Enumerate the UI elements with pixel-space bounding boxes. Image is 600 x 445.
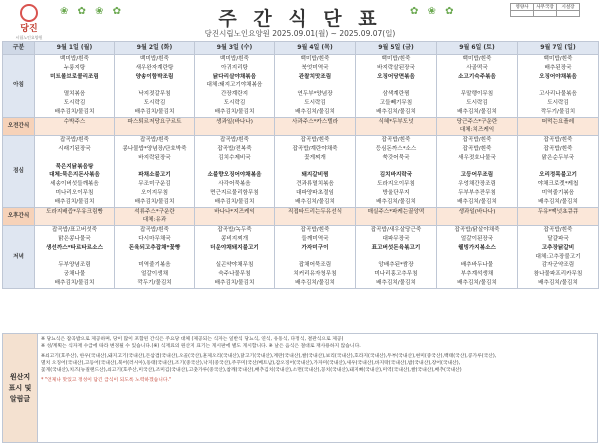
menu-item: 잡곡밥/흰죽 (381, 137, 411, 144)
menu-item (437, 163, 517, 172)
plant-decoration-right-icon: ✿ ❀ ✿ (410, 6, 457, 17)
menu-item: 대파양파초절임 (296, 189, 334, 196)
menu-item (437, 216, 517, 225)
menu-item: 백미밥/흰죽 (381, 56, 411, 62)
menu-item: 대체:묵은지돈사볶음 (49, 172, 100, 179)
menu-item (35, 126, 114, 135)
notes-side-label (3, 334, 38, 442)
menu-item: 고들빼기무침 (379, 99, 413, 106)
menu-item: 묵은지닭볶음탕 (55, 163, 94, 170)
menu-item: 백미밥/흰죽 (60, 56, 89, 62)
menu-item: 도시락김 (63, 99, 86, 106)
day-header: 9월 4일 (목) (275, 42, 356, 55)
menu-cell (195, 207, 275, 226)
sign-label: 시설장 (557, 4, 580, 11)
menu-item: 소불향오징어야채볶음 (207, 172, 262, 179)
menu-item: 숙주나물무침 (218, 271, 251, 278)
menu-item (518, 126, 598, 135)
menu-item: 콩비지찌개 (220, 235, 249, 242)
menu-item (518, 216, 598, 225)
menu-item: 배추김치/물김치 (134, 198, 175, 205)
menu-item: 미트볼브로콜리조림 (50, 73, 99, 80)
menu-item: 대체:유과 (142, 217, 167, 224)
meal-category: 아침 (3, 55, 35, 118)
menu-item: 잡곡밥/녹두죽 (217, 227, 252, 234)
menu-item: 배추김치/물김치 (214, 279, 255, 286)
meal-category: 오후간식 (3, 207, 35, 226)
menu-item: 배추김치/물김치 (457, 198, 497, 205)
menu-cell (437, 136, 518, 207)
menu-item: 배추김치/물김치 (538, 279, 578, 286)
menu-item (35, 154, 114, 163)
menu-item: 도시락김 (223, 99, 246, 106)
logo-subtext: 시립노인요양원 (15, 35, 43, 40)
menu-item: 미역줄기볶음 (541, 189, 575, 196)
menu-item: 삼색계란찜 (382, 91, 410, 98)
menu-item: 백미밥/흰죽 (140, 56, 169, 62)
menu-item (275, 81, 355, 90)
plant-decoration-left-icon: ❀ ✿ ❀ ✿ (60, 6, 125, 17)
menu-item: 면근지르물리함무침 (210, 189, 259, 196)
menu-cell (115, 136, 195, 207)
menu-item: 콩나물밥*양념장/단호박죽 (122, 145, 187, 152)
menu-item: 북엇미역국 (301, 64, 329, 71)
menu-item (356, 163, 436, 172)
menu-item: 배추김치/물김치 (376, 108, 416, 115)
menu-item (518, 163, 598, 172)
menu-item: 무조미구운김 (138, 181, 171, 188)
menu-item: 새우완자계란탕 (135, 64, 174, 71)
sign-slot (557, 11, 580, 17)
menu-item: 두유*맥넛쵸큐큐 (537, 208, 579, 215)
menu-cell (195, 136, 275, 207)
menu-item: 배추김치/물김치 (457, 279, 497, 286)
menu-item (275, 163, 355, 172)
menu-item: 고사리나물볶음 (539, 91, 577, 98)
menu-cell (35, 136, 115, 207)
menu-cell (437, 226, 518, 289)
header (0, 0, 600, 42)
menu-item: 파스퇴르저당요구르트 (127, 118, 182, 125)
sign-slot (511, 11, 534, 17)
menu-item: 잡곡밥/흰죽 (543, 137, 573, 144)
menu-cell (35, 117, 115, 136)
day-header: 9월 7일 (일) (518, 42, 599, 55)
menu-item (195, 253, 274, 262)
menu-item: 돈육되고추잡채*꽃빵 (128, 244, 181, 251)
menu-item: 잡곡밥/흰죽 (462, 145, 492, 152)
menu-item: 가자미구이 (301, 244, 329, 251)
menu-item: 잡곡밥/흰죽 (543, 145, 573, 152)
menu-cell (195, 55, 275, 118)
menu-item: 얼갈이된장국 (460, 235, 494, 242)
menu-item: 잡곡밥/흰죽 (140, 137, 169, 144)
menu-item: 앙배추된*쌈장 (378, 262, 414, 269)
menu-item: 당근주스*구운란 (456, 118, 498, 125)
note-line: 멸치 오징어(국내산),고등어(국내산),북어(러시아),동태(국내산),조기(중국산),낙지(중국산),주꾸미(국산/베트남),갑오징어(국내산),가자미(국내산),새우(국내산),바지락(국내산),밤(국내산),장어(국내산), (41, 361, 461, 366)
note-line: ※쇠고기(호주산), 한우(국내산),돼지고기(국내산),돈삼겹(국내산),오골(국산),훈제오리(국내산),닭고기(국내산),계란(국내산),쌀(국내산),보리(국내산),호라지(국내산),두부(국내산),현미(중국산),백태(국산),콩가루(국산), (41, 354, 497, 359)
menu-item: 직접타드리는두유선식 (287, 208, 343, 215)
menu-item: 치커리유자청무침 (293, 271, 337, 278)
menu-item: 두부부추잔무침 (458, 189, 496, 196)
menu-item: 잡곡밥/흰죽 (220, 137, 249, 144)
menu-item: 오징어당면볶음 (377, 73, 415, 80)
menu-item: 양송이함박조림 (135, 73, 174, 80)
menu-item: 배추바두나물 (460, 262, 494, 269)
menu-item: 연두부*양념장 (297, 91, 333, 98)
menu-item (356, 126, 436, 135)
menu-item: 두부양념조림 (58, 262, 91, 269)
menu-cell (35, 226, 115, 289)
menu-item: 배추된장국 (544, 64, 572, 71)
menu-item: 생선까스*타르타르소스 (46, 244, 103, 251)
menu-cell (195, 226, 275, 289)
menu-item (437, 253, 517, 262)
menu-item: 대파무장국 (382, 235, 410, 242)
day-header: 9월 1일 (월) (35, 42, 115, 55)
menu-cell (356, 55, 437, 118)
logo-text: 당진 (20, 24, 38, 34)
menu-item: 잡채어묵조림 (298, 262, 332, 269)
menu-item: 백미밥/흰죽 (462, 56, 492, 62)
menu-item (518, 81, 598, 90)
menu-item: 배추김치/물김치 (54, 279, 95, 286)
sign-label: 사무국장 (534, 4, 557, 11)
menu-item: 바지락된장국 (138, 154, 171, 161)
menu-item: 달걀파국 (547, 235, 569, 242)
menu-item: 더운야채돼지불고기 (210, 244, 259, 251)
note-line: ※ 당뇨식은 잡곡밥으로 제공하며, 당이 많이 포함된 간식은 주요당 대체 (제공되는 식자는 일반식 당뇨식, 연식, 유동식, 다정식, 결관식으로 제공) (41, 337, 344, 342)
menu-cell (35, 55, 115, 118)
menu-item: 배추김치/물김치 (457, 108, 497, 115)
menu-item (275, 126, 355, 135)
menu-item: 실곤약야채무침 (215, 262, 254, 269)
menu-item: 사각어묵볶음 (218, 181, 251, 188)
menu-item: 간장계란지 (220, 91, 249, 98)
menu-item (275, 253, 355, 262)
menu-item: 파채소불고기 (138, 172, 171, 179)
menu-item (356, 81, 436, 90)
menu-item: 웰빙가지볶소스 (458, 244, 496, 251)
menu-item: 누룽지탕 (63, 64, 86, 71)
menu-item (437, 81, 517, 90)
menu-cell (35, 207, 115, 226)
menu-cell (115, 55, 195, 118)
menu-item: 배추김치/물김치 (295, 108, 335, 115)
menu-item: 꽃게찌개 (304, 154, 326, 161)
menu-cell (275, 136, 356, 207)
menu-cell (356, 207, 437, 226)
menu-item: 배추김치/물김치 (376, 198, 416, 205)
menu-item: 소고기숙주볶음 (458, 73, 496, 80)
meal-row-morning-snack (3, 117, 599, 136)
menu-item (115, 163, 194, 172)
menu-cell (115, 117, 195, 136)
menu-item: 사골떡국 (466, 64, 488, 71)
menu-cell (356, 117, 437, 136)
menu-cell (437, 55, 518, 118)
meal-row-breakfast (3, 55, 599, 118)
note-line: ※ 성/계획는 식자재 수급에 따라 변경될 수 있습니다.(※) 식재료의 원산지 표기는 게시판에 별도 게시합니다. ※ 날은 음식은 절대로 재사용하지 않습니다. (41, 344, 361, 349)
day-header: 9월 6일 (토) (437, 42, 518, 55)
menu-cell (275, 55, 356, 118)
menu-item (35, 81, 114, 90)
menu-item: 배추김치/물김치 (54, 108, 95, 115)
page-title: 주 간 식 단 표 (218, 8, 382, 30)
menu-item: 미나리오이무침 (55, 189, 94, 196)
menu-item: 도시락김 (466, 99, 488, 106)
menu-item: 잡곡밥/흰죽 (60, 137, 89, 144)
menu-item (115, 81, 194, 90)
day-header: 9월 3일 (수) (195, 42, 275, 55)
menu-item: 잡곡밥/흰죽 (140, 227, 169, 234)
menu-item: 잡곡밥/흰죽 (462, 137, 492, 144)
menu-item: 배추김치/물김치 (295, 198, 335, 205)
menu-item: 생과일(바나나) (216, 118, 253, 125)
menu-cell (356, 136, 437, 207)
menu-item: 새우젓호나물국 (458, 154, 496, 161)
meal-row-dinner (3, 226, 599, 289)
menu-item (195, 126, 274, 135)
note-line: 꽃게(국내산),치즈(뉴질랜드산),쇠고기(호주산,미국산),조미김(국내산),고춧가루(중국산),참깨(국내산),배추김치(국내산),소면(국내산),꽁치(국내산),돼지뼈(국내산),미역(국내산),쌀(국내산),배추(국내산) (41, 368, 462, 373)
menu-item: 고추장닭갈비 (541, 244, 575, 251)
menu-item: 잡곡밥/닭살야채죽 (454, 227, 500, 234)
menu-item: 대체:돼지고기야채볶음 (206, 82, 263, 89)
menu-cell (518, 136, 599, 207)
notes-side-label-line: 알림글 (9, 394, 31, 403)
menu-item: 돼지갈비찜 (301, 172, 329, 179)
menu-item: 생과일(바나나) (458, 208, 496, 215)
approval-box (510, 3, 580, 16)
menu-item: 배추김치/물김치 (538, 198, 578, 205)
menu-item: 미나리홍고추무침 (374, 271, 418, 278)
menu-item (35, 253, 114, 262)
meal-row-afternoon-snack (3, 207, 599, 226)
menu-item: 배추김치/물김치 (134, 108, 175, 115)
menu-item: 맑은콩나물국 (58, 235, 91, 242)
menu-item: 참나물파프리카무침 (533, 271, 583, 278)
day-header: 9월 5일 (금) (356, 42, 437, 55)
menu-item: 맑은순두부국 (541, 154, 575, 161)
menu-cell (275, 117, 356, 136)
notes-side-label-line: 원산지 (9, 372, 31, 381)
menu-cell (195, 117, 275, 136)
menu-item: 배추김치/물김치 (214, 198, 255, 205)
menu-item: 석류주스*구운란 (134, 208, 175, 215)
sign-label: 영양사 (511, 4, 534, 11)
menu-item: 잡곡밥/전복죽 (217, 145, 252, 152)
weekly-menu-table (2, 41, 599, 289)
menu-item: 오이지무침 (140, 189, 169, 196)
menu-item: 바나나*지즈케익 (214, 208, 255, 215)
menu-item: 관찰치맛조림 (298, 73, 332, 80)
menu-item: 들깨미역국 (301, 235, 329, 242)
menu-item: 감자군약조림 (541, 262, 575, 269)
menu-item: 도라지배즙*우유크림빵 (46, 208, 103, 215)
menu-item: 쑥갓어묵국 (382, 154, 410, 161)
note-line: * "언제나 맛있고 정성이 담긴 급식이 되도록 노력하겠습니다." (41, 378, 172, 383)
menu-cell (518, 207, 599, 226)
sign-slot (534, 11, 557, 17)
menu-item: 낙지젓갈무침 (138, 91, 171, 98)
menu-item: 세송이버섯들깨볶음 (50, 181, 99, 188)
meal-row-lunch (3, 136, 599, 207)
menu-item (275, 216, 355, 225)
menu-item: 김치바지락국 (379, 172, 413, 179)
menu-item: 대체:치즈케익 (459, 127, 495, 134)
menu-cell (518, 226, 599, 289)
menu-cell (115, 207, 195, 226)
menu-item: 도시락김 (547, 99, 569, 106)
menu-item: 표고버섯돈육볶고기 (371, 244, 421, 251)
menu-item: 잡곡밥/새우살당근죽 (370, 227, 422, 234)
menu-item: 떠먹는요플레 (541, 118, 575, 125)
menu-cell (275, 207, 356, 226)
menu-item: 김치수제비국 (218, 154, 251, 161)
menu-cell (115, 226, 195, 289)
logo-ring-icon (20, 4, 38, 22)
notes-body (41, 336, 593, 384)
menu-item: 도라지오이무침 (377, 181, 415, 188)
menu-item: 무말랭이무침 (460, 91, 494, 98)
menu-item: 배추김치/물김치 (214, 108, 255, 115)
menu-item (115, 253, 194, 262)
menu-item: 도시락김 (304, 99, 326, 106)
menu-item: 닭다리살야채볶음 (212, 73, 257, 80)
menu-item: 우엉채간장조림 (458, 181, 496, 188)
menu-item: 백미밥/흰죽 (543, 56, 573, 62)
meal-category: 저녁 (3, 226, 35, 289)
menu-item: 멸치볶음 (63, 91, 86, 98)
menu-item: 다시마무채국 (138, 235, 171, 242)
menu-item: 매실주스*파케는꿀앙떡 (367, 208, 425, 215)
menu-cell (437, 207, 518, 226)
menu-item: 시래기된장국 (58, 145, 91, 152)
menu-item (356, 216, 436, 225)
menu-item: 궁채나물 (63, 271, 86, 278)
menu-item: 바지락살된장국 (377, 64, 415, 71)
menu-cell (518, 117, 599, 136)
menu-item: 대체:고추장불고기 (535, 253, 581, 260)
menu-item: 잡곡밥/계란야채죽 (292, 145, 338, 152)
menu-item: 사과주스*카스텔라 (291, 118, 339, 125)
logo (6, 4, 52, 40)
menu-item: 오징어야채볶음 (539, 73, 577, 80)
menu-item: 오리정목불고기 (539, 172, 577, 179)
menu-item: 깍두기/물김치 (137, 279, 172, 286)
menu-item: 잡곡밥/흰죽 (543, 227, 573, 234)
menu-cell (275, 226, 356, 289)
menu-item: 야채크로켓*케첩 (537, 181, 579, 188)
menu-item: 식혜*두부도넛 (378, 118, 414, 125)
menu-item: 잡곡밥/표고버섯죽 (51, 227, 98, 234)
day-header: 9월 2일 (화) (115, 42, 195, 55)
menu-item: 견과류멸치볶음 (296, 181, 334, 188)
menu-item: 고등어무조림 (460, 172, 494, 179)
menu-cell (437, 117, 518, 136)
menu-item: 등심돈까스*소스 (375, 145, 417, 152)
menu-item: 부추계석생채 (460, 271, 494, 278)
day-header-row (3, 42, 599, 55)
menu-item: 도시락김 (143, 99, 166, 106)
menu-item: 아귀지리탕 (220, 64, 249, 71)
menu-item: 백미밥/흰죽 (300, 56, 330, 62)
menu-item (195, 163, 274, 172)
menu-item: 방울단무지 (382, 189, 410, 196)
menu-item: 백미밥/흰죽 (220, 56, 249, 62)
page-subtitle: 당진시립노인요양원 2025.09.01(월) ~ 2025.09.07(일) (204, 29, 396, 38)
notes-side-label-line: 표시 및 (8, 383, 32, 392)
menu-item: 깍두기/물김치 (540, 108, 576, 115)
menu-item: 얼갈이생채 (140, 271, 169, 278)
meal-category: 오전간식 (3, 117, 35, 136)
menu-item: 배추김치/물김치 (295, 279, 335, 286)
menu-item: 배추김치/물김치 (376, 279, 416, 286)
category-header: 구분 (3, 42, 35, 55)
menu-item: 잡곡밥/흰죽 (300, 227, 330, 234)
menu-item (35, 216, 114, 225)
menu-cell (518, 55, 599, 118)
notes-section (2, 333, 598, 443)
menu-item: 수박주스 (63, 118, 86, 125)
menu-cell (356, 226, 437, 289)
menu-item: 잡곡밥/흰죽 (300, 137, 330, 144)
menu-item: 배추김치/물김치 (54, 198, 95, 205)
meal-category: 점심 (3, 136, 35, 207)
menu-item (115, 126, 194, 135)
menu-item (356, 253, 436, 262)
menu-item (195, 216, 274, 225)
menu-item: 미역줄기볶음 (138, 262, 171, 269)
